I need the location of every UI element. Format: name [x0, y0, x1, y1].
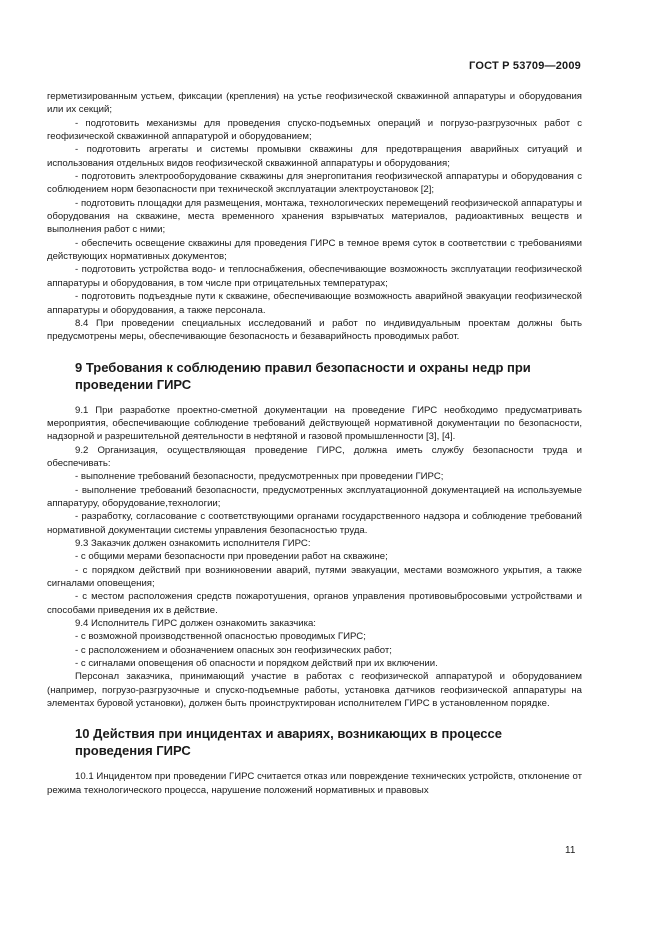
clause-9-2: 9.2 Организация, осуществляющая проведение ГИРС, должна иметь службу безопасности труда и обеспечивать:: [47, 444, 582, 469]
clause-8-4: 8.4 При проведении специальных исследований и работ по индивидуальным проектам должны быть предусмотрены меры, обеспечивающие безопасность и безаварийность проводимых работ.: [47, 317, 582, 343]
list-item: - с сигналами оповещения об опасности и порядком действий при их включении.: [75, 658, 438, 670]
clause-10-1: 10.1 Инцидентом при проведении ГИРС считается отказ или повреждение технических устройств, отклонение от режима технологического процесса, нарушение положений нормативных и правовых: [47, 771, 582, 796]
document-code: ГОСТ Р 53709—2009: [469, 60, 581, 72]
clause-9-4: 9.4 Исполнитель ГИРС должен ознакомить заказчика:: [75, 618, 316, 630]
page-number: 11: [565, 845, 576, 856]
list-item: - с расположением и обозначением опасных зон геофизических работ;: [75, 644, 392, 656]
list-item: - подготовить подъездные пути к скважине, обеспечивающие возможность аварийной эвакуации геофизической аппаратуры и оборудования, а также персонала.: [47, 291, 582, 316]
list-item: - с местом расположения средств пожаротушения, органов управления противовыбросовыми устройствами и способами приведения их в действие.: [47, 591, 582, 616]
list-item: - выполнение требований безопасности, предусмотренных при проведении ГИРС;: [75, 471, 444, 483]
paragraph: Персонал заказчика, принимающий участие в работах с геофизической аппаратурой и оборудованием (например, погрузо-разгрузочные и спуско-подъемные работы, установка датчиков геофизической аппаратуры на элементах буровой установки), должен быть проинструктирован исполнителем ГИРС в установленном порядке.: [47, 671, 582, 710]
list-item: - подготовить механизмы для проведения спуско-подъемных операций и погрузо-разгрузочных работ с геофизической скважинной аппаратурой и оборудованием;: [47, 117, 582, 143]
paragraph: герметизированным устьем, фиксации (крепления) на устье геофизической скважинной аппаратуры и оборудования или их секций;: [47, 91, 582, 116]
list-item: - обеспечить освещение скважины для проведения ГИРС в темное время суток в соответствии с требованиями действующих нормативных документов;: [47, 237, 582, 263]
list-item: - подготовить устройства водо- и теплоснабжения, обеспечивающие возможность эксплуатации геофизической аппаратуры и оборудования, в том числе при отрицательных температурах;: [47, 264, 582, 289]
list-item: - с возможной производственной опасностью проводимых ГИРС;: [75, 631, 366, 643]
section-heading-9: 9 Требования к соблюдению правил безопасности и охраны недр при проведении ГИРС: [75, 359, 531, 392]
list-item: - с общими мерами безопасности при проведении работ на скважине;: [75, 551, 388, 563]
list-item: - выполнение требований безопасности, предусмотренных эксплуатационной документацией на используемые аппаратуру, оборудование,технологии;: [47, 484, 582, 509]
clause-9-3: 9.3 Заказчик должен ознакомить исполнителя ГИРС:: [75, 537, 311, 549]
list-item: - подготовить площадки для размещения, монтажа, технологических перемещений геофизической аппаратуры и оборудования на скважине, места временного хранения взрывчатых материалов, радиоактивных веществ и выполнения работ с ними;: [47, 197, 582, 236]
document-body: [47, 90, 582, 797]
list-item: - с порядком действий при возникновении аварий, путями эвакуации, местами возможного укрытия, а также сигналами оповещения;: [47, 564, 582, 589]
list-item: - разработку, согласование с соответствующими органами государственного надзора и соблюдение требований нормативной документации системы управления безопасностью труда.: [47, 511, 582, 536]
list-item: - подготовить электрооборудование скважины для энергопитания геофизической аппаратуры и оборудования с соблюдением норм безопасности при технической эксплуатации электроустановок [2];: [47, 171, 582, 196]
list-item: - подготовить агрегаты и системы промывки скважины для предотвращения аварийных ситуаций и использования отдельных видов геофизической скважинной аппаратуры и оборудования;: [47, 144, 582, 169]
section-heading-10: 10 Действия при инцидентах и авариях, возникающих в процессе проведения ГИРС: [75, 726, 502, 759]
clause-9-1: 9.1 При разработке проектно-сметной документации на проведение ГИРС необходимо предусматривать мероприятия, обеспечивающие соблюдение требований действующей нормативной документации по безопасности, надзорной и разрешительной деятельности в нефтяной и газовой промышленности [3], [4].: [47, 404, 582, 443]
